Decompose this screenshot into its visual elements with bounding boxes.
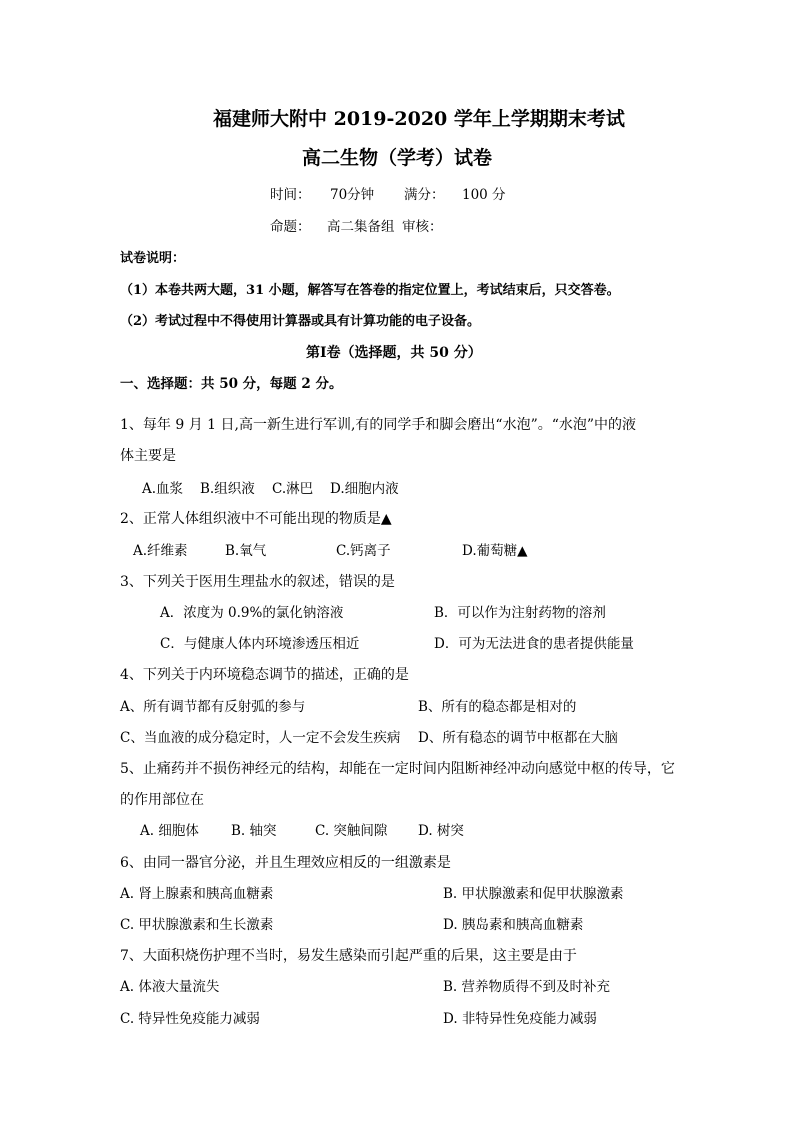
question-7-stem: 7、大面积烧伤护理不当时，易发生感染而引起严重的后果，这主要是由于 bbox=[120, 948, 577, 964]
score-value: 100 分 bbox=[462, 187, 506, 203]
exam-title: 福建师大附中 2019-2020 学年上学期期末考试 bbox=[213, 108, 625, 130]
question-7-option-a: A. 体液大量流失 bbox=[120, 979, 220, 995]
time-value: 70分钟 bbox=[330, 187, 375, 203]
question-2-option-b: B.氧气 bbox=[225, 543, 267, 559]
question-3-option-a: A．浓度为 0.9%的氯化钠溶液 bbox=[160, 605, 344, 621]
question-4-option-c: C、当血液的成分稳定时，人一定不会发生疾病 bbox=[120, 730, 401, 746]
question-5-option-d: D. 树突 bbox=[418, 823, 464, 839]
instruction-item-1: （1）本卷共两大题，31 小题，解答写在答卷的指定位置上，考试结束后，只交答卷。 bbox=[120, 283, 620, 298]
question-6-option-a: A. 肾上腺素和胰高血糖素 bbox=[120, 886, 274, 902]
question-5-option-a: A. 细胞体 bbox=[140, 823, 199, 839]
section-title: 第Ⅰ卷（选择题，共 50 分） bbox=[306, 345, 482, 361]
question-3-option-d: D．可为无法进食的患者提供能量 bbox=[434, 636, 634, 652]
question-6-option-d: D. 胰岛素和胰高血糖素 bbox=[443, 917, 584, 933]
question-1-stem-line-1: 1、每年 9 月 1 日,高一新生进行军训,有的同学手和脚会磨出“水泡”。“水泡”中的液 bbox=[120, 417, 637, 433]
question-7-option-b: B. 营养物质得不到及时补充 bbox=[443, 979, 611, 995]
question-5-option-c: C. 突触间隙 bbox=[315, 823, 388, 839]
question-1-option-d: D.细胞内液 bbox=[330, 481, 399, 497]
question-5-stem-line-1: 5、止痛药并不损伤神经元的结构，却能在一定时间内阻断神经冲动向感觉中枢的传导，它 bbox=[120, 761, 675, 777]
author-label: 命题： bbox=[270, 219, 311, 235]
question-1-option-a: A.血浆 bbox=[142, 481, 184, 497]
question-1-option-c: C.淋巴 bbox=[272, 481, 314, 497]
question-3-option-c: C．与健康人体内环境渗透压相近 bbox=[160, 636, 360, 652]
time-label: 时间： bbox=[270, 187, 311, 203]
question-3-stem: 3、下列关于医用生理盐水的叙述，错误的是 bbox=[120, 574, 395, 590]
question-6-option-c: C. 甲状腺激素和生长激素 bbox=[120, 917, 274, 933]
instructions-heading: 试卷说明： bbox=[120, 251, 186, 266]
question-1-stem-line-2: 体主要是 bbox=[120, 448, 176, 464]
question-5-stem-line-2: 的作用部位在 bbox=[120, 792, 204, 808]
question-2-option-a: A.纤维素 bbox=[133, 543, 188, 559]
question-1-option-b: B.组织液 bbox=[200, 481, 255, 497]
question-2-option-c: C.钙离子 bbox=[336, 543, 391, 559]
question-6-stem: 6、由同一器官分泌，并且生理效应相反的一组激素是 bbox=[120, 855, 451, 871]
question-4-option-b: B、所有的稳态都是相对的 bbox=[418, 699, 577, 715]
question-4-stem: 4、下列关于内环境稳态调节的描述，正确的是 bbox=[120, 667, 409, 683]
question-7-option-d: D. 非特异性免疫能力减弱 bbox=[443, 1011, 597, 1027]
exam-subtitle: 高二生物（学考）试卷 bbox=[302, 147, 493, 169]
score-label: 满分： bbox=[404, 187, 445, 203]
question-2-option-d: D.葡萄糖▲ bbox=[462, 543, 528, 559]
review-label: 审核： bbox=[402, 219, 443, 235]
question-4-option-d: D、所有稳态的调节中枢都在大脑 bbox=[418, 730, 618, 746]
author-value: 高二集备组 bbox=[327, 219, 395, 235]
question-7-option-c: C. 特异性免疫能力减弱 bbox=[120, 1011, 260, 1027]
question-6-option-b: B. 甲状腺激素和促甲状腺激素 bbox=[443, 886, 624, 902]
question-2-stem: 2、正常人体组织液中不可能出现的物质是▲ bbox=[120, 511, 392, 527]
question-5-option-b: B. 轴突 bbox=[231, 823, 277, 839]
instruction-item-2: （2）考试过程中不得使用计算器或具有计算功能的电子设备。 bbox=[120, 314, 481, 329]
section-intro: 一、选择题：共 50 分，每题 2 分。 bbox=[120, 376, 343, 392]
question-3-option-b: B．可以作为注射药物的溶剂 bbox=[434, 605, 606, 621]
question-4-option-a: A、所有调节都有反射弧的参与 bbox=[120, 699, 306, 715]
